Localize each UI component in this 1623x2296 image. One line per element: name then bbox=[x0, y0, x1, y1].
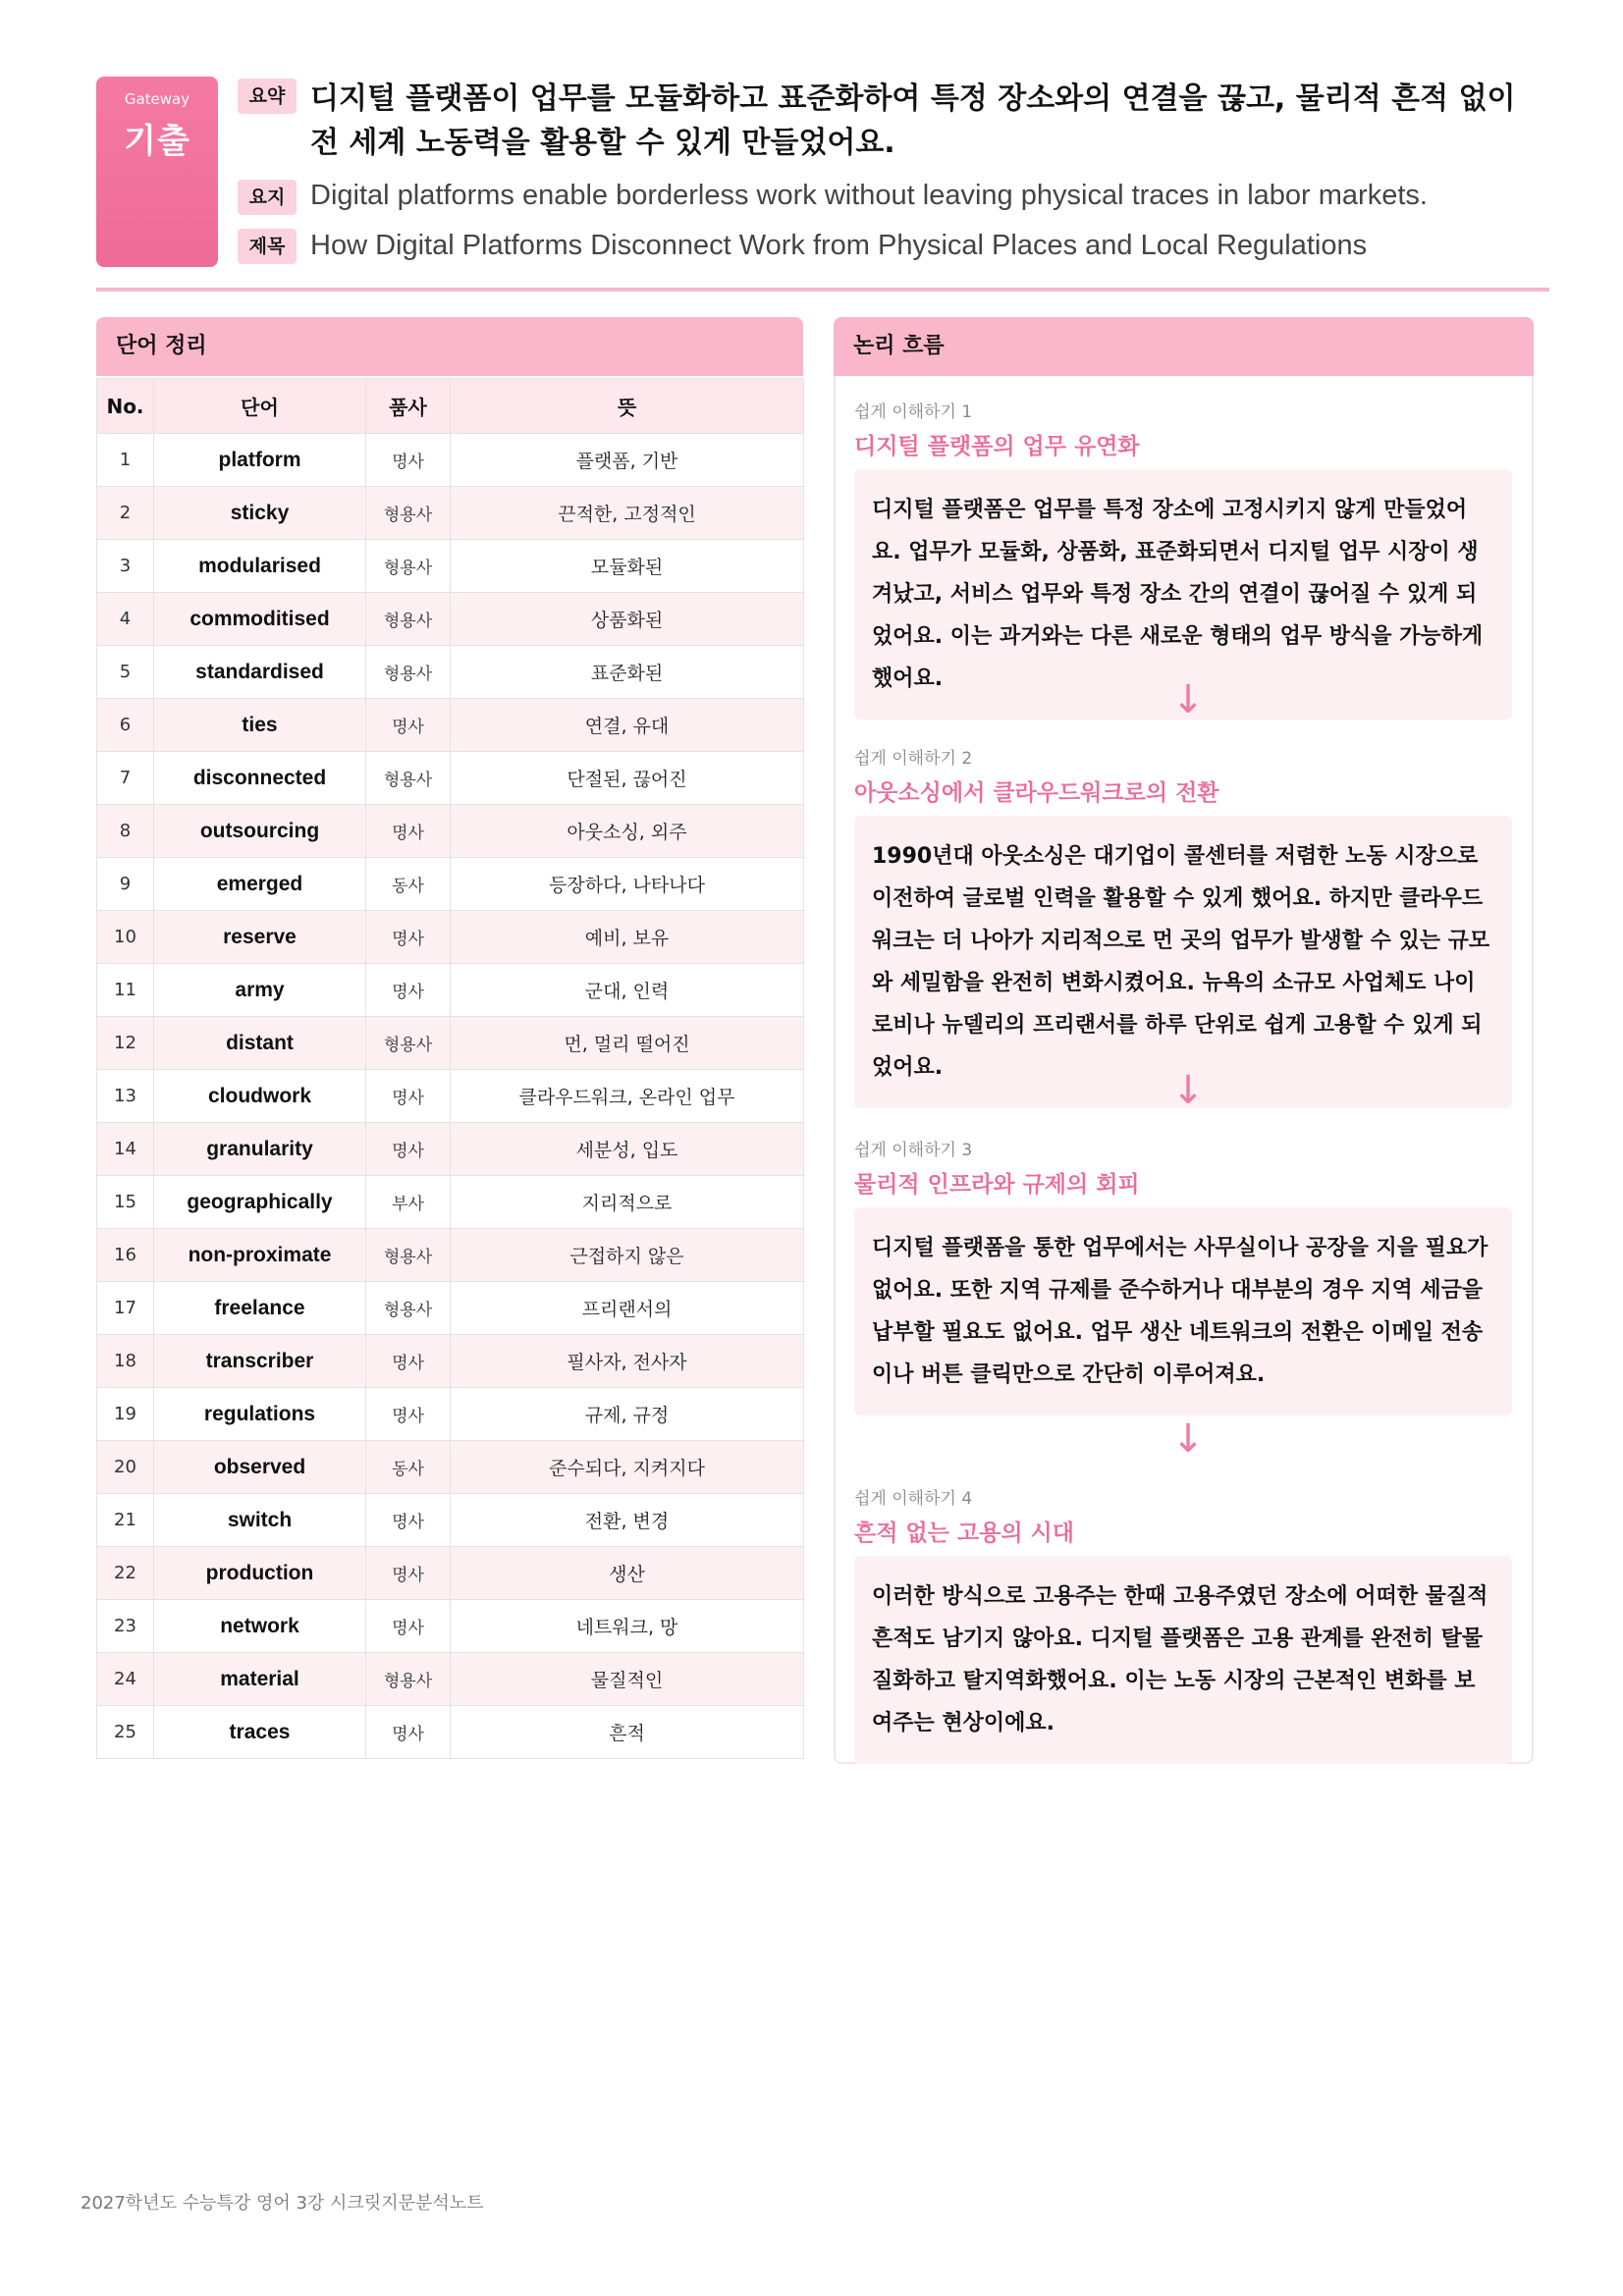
vocab-pos: 형용사 bbox=[366, 1282, 451, 1335]
col-pos: 품사 bbox=[366, 379, 451, 434]
arrow-down-icon: ↓ bbox=[1171, 677, 1205, 722]
arrow-down-icon: ↓ bbox=[1171, 1068, 1205, 1113]
vocab-pos: 명사 bbox=[366, 1600, 451, 1653]
gist-tag: 요지 bbox=[238, 180, 297, 215]
vocab-meaning: 물질적인 bbox=[451, 1653, 804, 1706]
title-text: How Digital Platforms Disconnect Work from Physical Places and Local Regulations bbox=[310, 230, 1368, 261]
vocab-pos: 명사 bbox=[366, 1547, 451, 1600]
vocab-pos: 형용사 bbox=[366, 646, 451, 699]
badge-small-label: Gateway bbox=[124, 90, 190, 108]
col-word: 단어 bbox=[154, 379, 366, 434]
vocab-pos: 명사 bbox=[366, 1123, 451, 1176]
vocab-meaning: 흔적 bbox=[451, 1706, 804, 1759]
table-row bbox=[97, 1123, 804, 1176]
vocab-no: 15 bbox=[97, 1176, 154, 1229]
vocab-word: traces bbox=[154, 1706, 366, 1759]
vocab-meaning: 예비, 보유 bbox=[451, 911, 804, 964]
vocab-pos: 명사 bbox=[366, 434, 451, 487]
vocab-pos: 동사 bbox=[366, 858, 451, 911]
step-4-body: 이러한 방식으로 고용주는 한때 고용주였던 장소에 어떠한 물질적 흔적도 남기지 않아요. 디지털 플랫폼은 고용 관계를 완전히 탈물질화하고 탈지역화했어요. 이는 노동 시장의 근본적인 변화를 보여주는 현상이에요. bbox=[854, 1556, 1512, 1764]
vocab-meaning: 근접하지 않은 bbox=[451, 1229, 804, 1282]
vocab-pos: 명사 bbox=[366, 1070, 451, 1123]
vocab-header-row bbox=[97, 379, 804, 434]
vocab-no: 14 bbox=[97, 1123, 154, 1176]
vocab-pos: 형용사 bbox=[366, 540, 451, 593]
table-row bbox=[97, 1229, 804, 1282]
step-2-small: 쉽게 이해하기 2 bbox=[854, 749, 973, 769]
vocab-meaning: 등장하다, 나타나다 bbox=[451, 858, 804, 911]
vocab-pos: 형용사 bbox=[366, 1017, 451, 1070]
vocab-meaning: 끈적한, 고정적인 bbox=[451, 487, 804, 540]
vocab-meaning: 준수되다, 지켜지다 bbox=[451, 1441, 804, 1494]
vocab-word: platform bbox=[154, 434, 366, 487]
vocab-word: freelance bbox=[154, 1282, 366, 1335]
vocab-word: ties bbox=[154, 699, 366, 752]
vocab-no: 23 bbox=[97, 1600, 154, 1653]
table-row bbox=[97, 646, 804, 699]
vocab-no: 17 bbox=[97, 1282, 154, 1335]
vocab-no: 6 bbox=[97, 699, 154, 752]
vocab-word: network bbox=[154, 1600, 366, 1653]
vocab-word: material bbox=[154, 1653, 366, 1706]
vocab-no: 5 bbox=[97, 646, 154, 699]
vocab-meaning: 프리랜서의 bbox=[451, 1282, 804, 1335]
table-row bbox=[97, 434, 804, 487]
vocab-meaning: 생산 bbox=[451, 1547, 804, 1600]
summary-text: 디지털 플랫폼이 업무를 모듈화하고 표준화하여 특정 장소와의 연결을 끊고, 물리적 흔적 없이 전 세계 노동력을 활용할 수 있게 만들었어요. bbox=[310, 81, 1516, 160]
table-row bbox=[97, 1653, 804, 1706]
vocab-pos: 형용사 bbox=[366, 1229, 451, 1282]
table-row bbox=[97, 1441, 804, 1494]
table-row bbox=[97, 1176, 804, 1229]
vocab-meaning: 필사자, 전사자 bbox=[451, 1335, 804, 1388]
vocab-meaning: 표준화된 bbox=[451, 646, 804, 699]
table-row bbox=[97, 1547, 804, 1600]
vocab-word: standardised bbox=[154, 646, 366, 699]
step-2-title: 아웃소싱에서 클라우드워크로의 전환 bbox=[854, 780, 1219, 806]
vocab-pos: 명사 bbox=[366, 1706, 451, 1759]
table-row bbox=[97, 1335, 804, 1388]
table-row bbox=[97, 964, 804, 1017]
vocab-no: 1 bbox=[97, 434, 154, 487]
vocab-no: 8 bbox=[97, 805, 154, 858]
header-divider bbox=[96, 288, 1549, 292]
gist-text: Digital platforms enable borderless work without leaving physical traces in labor markets. bbox=[310, 180, 1428, 211]
step-3-title: 물리적 인프라와 규제의 회피 bbox=[854, 1172, 1140, 1198]
vocab-pos: 명사 bbox=[366, 964, 451, 1017]
vocab-meaning: 군대, 인력 bbox=[451, 964, 804, 1017]
vocab-meaning: 네트워크, 망 bbox=[451, 1600, 804, 1653]
table-row bbox=[97, 1017, 804, 1070]
vocab-word: outsourcing bbox=[154, 805, 366, 858]
title-tag: 제목 bbox=[238, 229, 297, 264]
table-row bbox=[97, 1070, 804, 1123]
vocab-no: 4 bbox=[97, 593, 154, 646]
vocab-no: 19 bbox=[97, 1388, 154, 1441]
table-row bbox=[97, 1282, 804, 1335]
vocab-word: observed bbox=[154, 1441, 366, 1494]
table-row bbox=[97, 911, 804, 964]
vocab-pos: 형용사 bbox=[366, 1653, 451, 1706]
table-row bbox=[97, 752, 804, 805]
vocab-word: reserve bbox=[154, 911, 366, 964]
vocab-pos: 형용사 bbox=[366, 487, 451, 540]
vocab-word: transcriber bbox=[154, 1335, 366, 1388]
vocab-no: 10 bbox=[97, 911, 154, 964]
step-2-body: 1990년대 아웃소싱은 대기업이 콜센터를 저렴한 노동 시장으로 이전하여 글로벌 인력을 활용할 수 있게 했어요. 하지만 클라우드워크는 더 나아가 지리적으로 먼 곳의 업무가 발생할 수 있는 규모와 세밀함을 완전히 변화시켰어요. 뉴욕의 소규모 사업체도 나이로비나 뉴델리의 프리랜서를 하루 단위로 쉽게 고용할 수 있게 되었어요. bbox=[854, 816, 1512, 1108]
vocab-pos: 형용사 bbox=[366, 593, 451, 646]
vocab-table bbox=[96, 378, 804, 1759]
vocab-meaning: 모듈화된 bbox=[451, 540, 804, 593]
vocab-pos: 동사 bbox=[366, 1441, 451, 1494]
table-row bbox=[97, 1388, 804, 1441]
vocab-meaning: 플랫폼, 기반 bbox=[451, 434, 804, 487]
vocab-meaning: 전환, 변경 bbox=[451, 1494, 804, 1547]
vocab-no: 12 bbox=[97, 1017, 154, 1070]
vocab-word: emerged bbox=[154, 858, 366, 911]
vocab-word: regulations bbox=[154, 1388, 366, 1441]
vocab-word: switch bbox=[154, 1494, 366, 1547]
vocab-meaning: 클라우드워크, 온라인 업무 bbox=[451, 1070, 804, 1123]
vocab-no: 18 bbox=[97, 1335, 154, 1388]
vocab-pos: 명사 bbox=[366, 1494, 451, 1547]
step-3-small: 쉽게 이해하기 3 bbox=[854, 1141, 973, 1160]
vocab-word: production bbox=[154, 1547, 366, 1600]
vocab-no: 25 bbox=[97, 1706, 154, 1759]
vocab-pos: 부사 bbox=[366, 1176, 451, 1229]
table-row bbox=[97, 487, 804, 540]
step-4-title: 흔적 없는 고용의 시대 bbox=[854, 1521, 1074, 1546]
vocab-word: granularity bbox=[154, 1123, 366, 1176]
table-row bbox=[97, 805, 804, 858]
table-row bbox=[97, 1706, 804, 1759]
vocab-word: sticky bbox=[154, 487, 366, 540]
vocab-pos: 명사 bbox=[366, 805, 451, 858]
summary-tag: 요약 bbox=[238, 79, 297, 114]
footer-text: 2027학년도 수능특강 영어 3강 시크릿지문분석노트 bbox=[81, 2193, 484, 2214]
table-row bbox=[97, 699, 804, 752]
vocab-word: distant bbox=[154, 1017, 366, 1070]
table-row bbox=[97, 1600, 804, 1653]
badge-big-label: 기출 bbox=[124, 122, 190, 161]
vocab-no: 9 bbox=[97, 858, 154, 911]
col-meaning: 뜻 bbox=[451, 379, 804, 434]
vocab-pos: 명사 bbox=[366, 1335, 451, 1388]
vocab-no: 7 bbox=[97, 752, 154, 805]
table-row bbox=[97, 858, 804, 911]
col-no: No. bbox=[97, 379, 154, 434]
vocab-meaning: 단절된, 끊어진 bbox=[451, 752, 804, 805]
step-1-small: 쉽게 이해하기 1 bbox=[854, 402, 973, 422]
vocab-meaning: 아웃소싱, 외주 bbox=[451, 805, 804, 858]
step-3-body: 디지털 플랫폼을 통한 업무에서는 사무실이나 공장을 지을 필요가 없어요. 또한 지역 규제를 준수하거나 대부분의 경우 지역 세금을 납부할 필요도 없어요. 업무 생산 네트워크의 전환은 이메일 전송이나 버튼 클릭만으로 간단히 이루어져요. bbox=[854, 1207, 1512, 1415]
vocab-meaning: 세분성, 입도 bbox=[451, 1123, 804, 1176]
vocab-word: army bbox=[154, 964, 366, 1017]
table-row bbox=[97, 1494, 804, 1547]
vocab-heading: 단어 정리 bbox=[96, 317, 803, 376]
vocab-word: disconnected bbox=[154, 752, 366, 805]
step-4-small: 쉽게 이해하기 4 bbox=[854, 1489, 973, 1509]
vocab-no: 21 bbox=[97, 1494, 154, 1547]
vocab-word: non-proximate bbox=[154, 1229, 366, 1282]
vocab-no: 3 bbox=[97, 540, 154, 593]
vocab-pos: 형용사 bbox=[366, 752, 451, 805]
vocab-meaning: 먼, 멀리 떨어진 bbox=[451, 1017, 804, 1070]
step-1-body: 디지털 플랫폼은 업무를 특정 장소에 고정시키지 않게 만들었어요. 업무가 모듈화, 상품화, 표준화되면서 디지털 업무 시장이 생겨났고, 서비스 업무와 특정 장소 간의 연결이 끊어질 수 있게 되었어요. 이는 과거와는 다른 새로운 형태의 업무 방식을 가능하게 했어요. bbox=[854, 469, 1512, 720]
vocab-meaning: 규제, 규정 bbox=[451, 1388, 804, 1441]
vocab-no: 2 bbox=[97, 487, 154, 540]
flow-heading: 논리 흐름 bbox=[834, 317, 1534, 376]
vocab-meaning: 상품화된 bbox=[451, 593, 804, 646]
step-1-title: 디지털 플랫폼의 업무 유연화 bbox=[854, 434, 1140, 459]
vocab-word: commoditised bbox=[154, 593, 366, 646]
arrow-down-icon: ↓ bbox=[1171, 1416, 1205, 1462]
vocab-pos: 명사 bbox=[366, 911, 451, 964]
vocab-word: geographically bbox=[154, 1176, 366, 1229]
vocab-meaning: 연결, 유대 bbox=[451, 699, 804, 752]
vocab-pos: 명사 bbox=[366, 1388, 451, 1441]
table-row bbox=[97, 593, 804, 646]
vocab-no: 22 bbox=[97, 1547, 154, 1600]
vocab-no: 13 bbox=[97, 1070, 154, 1123]
vocab-no: 20 bbox=[97, 1441, 154, 1494]
table-row bbox=[97, 540, 804, 593]
vocab-word: cloudwork bbox=[154, 1070, 366, 1123]
vocab-word: modularised bbox=[154, 540, 366, 593]
vocab-no: 11 bbox=[97, 964, 154, 1017]
vocab-no: 16 bbox=[97, 1229, 154, 1282]
vocab-no: 24 bbox=[97, 1653, 154, 1706]
vocab-meaning: 지리적으로 bbox=[451, 1176, 804, 1229]
gateway-badge bbox=[96, 77, 218, 267]
vocab-pos: 명사 bbox=[366, 699, 451, 752]
